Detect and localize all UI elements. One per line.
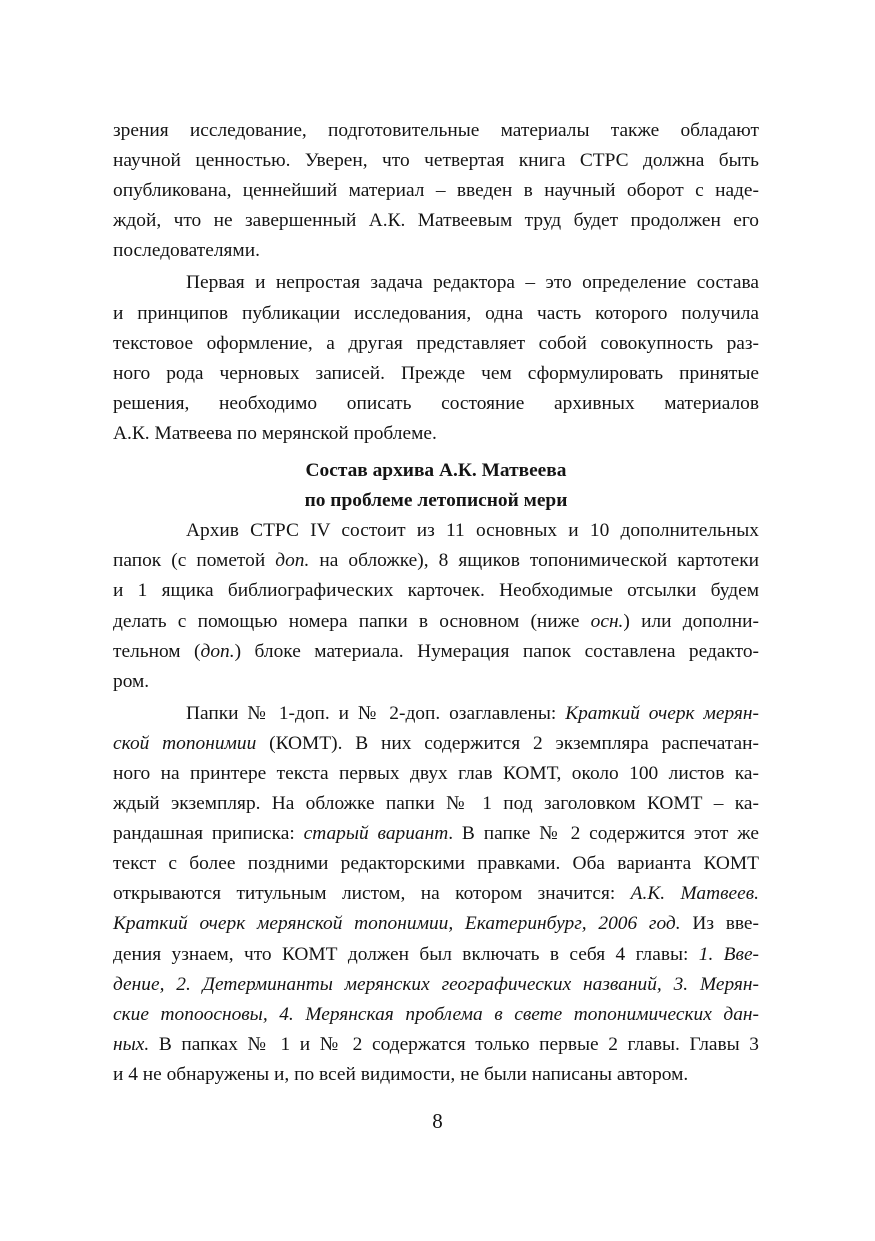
text-line: решения, необходимо описать состояние архивных материалов — [113, 392, 759, 414]
text-line: последователями. — [113, 240, 260, 262]
italic-text: Краткий очерк мерянской топонимии, Екатеринбург, 2006 год. — [113, 913, 681, 935]
text-line — [113, 699, 759, 729]
text-line — [113, 1030, 759, 1060]
text-line: текстовое оформление, а другая представляет собой совокупность раз- — [113, 332, 759, 354]
text-run: ) или дополни- — [623, 610, 759, 632]
text-line: и 4 не обнаружены и, по всей видимости, не были написаны автором. — [113, 1063, 689, 1085]
text-line: Первая и непростая задача редактора – это определение состава — [186, 272, 759, 294]
italic-text: дение, 2. Детерминанты мерянских географических названий, 3. Мерян- — [113, 973, 759, 995]
text-line — [113, 970, 759, 1000]
text-line: научной ценностью. Уверен, что четвертая книга СТРС должна быть — [113, 150, 759, 172]
italic-text: ские топоосновы, 4. Мерянская проблема в свете топонимических дан- — [113, 1003, 759, 1025]
section-heading — [113, 456, 759, 516]
italic-text: А.К. Матвеев. — [630, 883, 759, 905]
italic-text: ской топонимии — [113, 732, 257, 754]
paragraph-4 — [113, 699, 759, 1090]
paragraph-2 — [113, 268, 759, 449]
italic-text: старый вариант — [303, 823, 449, 845]
italic-text: доп. — [200, 640, 235, 662]
heading-line: по проблеме летописной мери — [304, 490, 568, 512]
italic-text: 1. Вве- — [698, 943, 760, 965]
text-run: В папках № 1 и № 2 содержатся только первые 2 главы. Главы 3 — [149, 1033, 759, 1055]
page-number: 8 — [432, 1109, 443, 1133]
text-line — [113, 940, 759, 970]
page-body — [113, 116, 759, 1090]
paragraph-1 — [113, 116, 759, 266]
paragraph-3 — [113, 516, 759, 697]
italic-text: доп. — [275, 550, 310, 572]
text-run: (КОМТ). В них содержится 2 экземпляра распечатан- — [256, 732, 759, 754]
text-run: ) блоке материала. Нумерация папок составлена редакто- — [234, 640, 759, 662]
text-run: Папки № 1-доп. и № 2-доп. озаглавлены: — [186, 702, 566, 724]
text-line: ждый экземпляр. На обложке папки № 1 под заголовком КОМТ – ка- — [113, 793, 759, 815]
heading-line: Состав архива А.К. Матвеева — [305, 460, 567, 482]
text-line: ного на принтере текста первых двух глав КОМТ, около 100 листов ка- — [113, 762, 759, 784]
text-line: ждой, что не завершенный А.К. Матвеевым труд будет продолжен его — [113, 210, 759, 232]
text-line: А.К. Матвеева по мерянской проблеме. — [113, 422, 437, 444]
text-line — [113, 1000, 759, 1030]
text-run: рандашная приписка: — [113, 823, 304, 845]
text-line — [113, 819, 759, 849]
text-run: . В папке № 2 содержится этот же — [448, 823, 759, 845]
text-line: текст с более поздними редакторскими правками. Оба варианта КОМТ — [113, 853, 759, 875]
italic-text: Краткий очерк мерян- — [565, 702, 760, 724]
text-run: на обложке), 8 ящиков топонимической картотеки — [309, 550, 759, 572]
text-line: и 1 ящика библиографических карточек. Необходимые отсылки будем — [113, 580, 759, 602]
text-line — [113, 909, 759, 939]
text-run: Из вве- — [680, 913, 759, 935]
text-run: делать с помощью номера папки в основном (ниже — [113, 610, 591, 632]
text-run: дения узнаем, что КОМТ должен был включать в себя 4 главы: — [113, 943, 699, 965]
text-line — [113, 637, 759, 667]
text-line: зрения исследование, подготовительные материалы также обладают — [113, 120, 759, 141]
text-line: ного рода черновых записей. Прежде чем сформулировать принятые — [113, 362, 759, 384]
text-line: и принципов публикации исследования, одна часть которого получила — [113, 302, 759, 324]
text-run: папок (с пометой — [113, 550, 276, 572]
text-line — [113, 607, 759, 637]
text-line — [113, 546, 759, 576]
text-run: тельном ( — [113, 640, 201, 662]
text-line — [113, 879, 759, 909]
text-line — [113, 729, 759, 759]
text-run: открываются титульным листом, на котором значится: — [113, 883, 631, 905]
italic-text: осн. — [590, 610, 624, 632]
text-line: ром. — [113, 670, 150, 692]
text-line: опубликована, ценнейший материал – введен в научный оборот с наде- — [113, 180, 759, 202]
italic-text: ных. — [113, 1033, 150, 1055]
text-line: Архив СТРС IV состоит из 11 основных и 10 дополнительных — [186, 520, 759, 542]
